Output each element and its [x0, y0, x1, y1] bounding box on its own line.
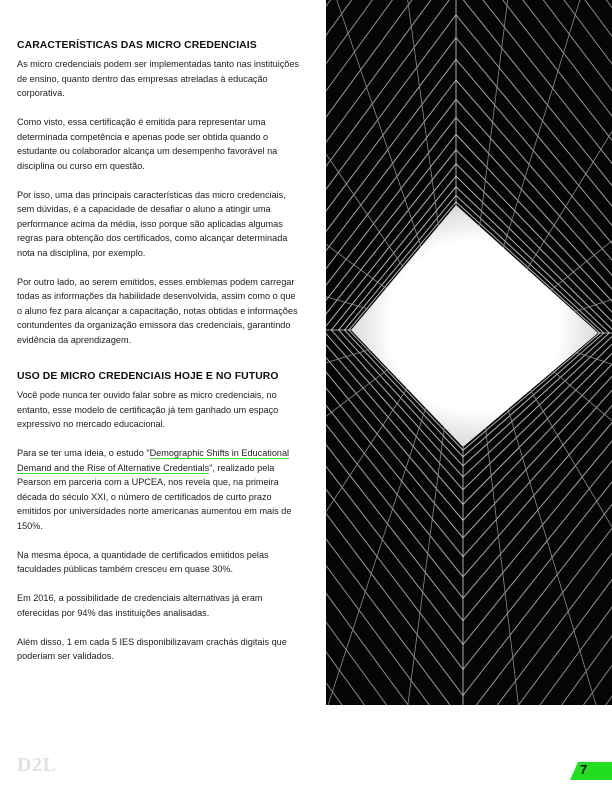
paragraph: As micro credenciais podem ser implementadas tanto nas instituições de ensino, quanto dentro das empresas atreladas à educação corporativa.: [17, 59, 299, 98]
paragraph: Como visto, essa certificação é emitida para representar uma determinada competência e apenas pode ser obtida quando o estudante ou colaborador alcança um desempenho favorável na disciplina ou curso em questão.: [17, 117, 278, 171]
paragraph: Por isso, uma das principais características das micro credenciais, sem dúvidas, é a capacidade de desafiar o aluno a atingir uma performance acima da média, isso porque são aplicadas algumas regras para obtenção dos certificados, como alcançar determinada nota na disciplina, por exemplo.: [17, 189, 288, 258]
text-column: [17, 40, 300, 678]
page-number: 7: [580, 762, 588, 777]
d2l-logo: D2L: [17, 754, 57, 776]
section-title-characteristics: CARACTERÍSTICAS DAS MICRO CREDENCIAIS: [17, 40, 257, 51]
study-intro-text: Para se ter uma ideia, o estudo ": [17, 448, 150, 458]
section-title-usage: USO DE MICRO CREDENCIAIS HOJE E NO FUTURO: [17, 371, 279, 382]
atrium-illustration: [326, 0, 612, 705]
study-link[interactable]: Demographic Shifts in Educational Demand and the Rise of Alternative Credentials: [17, 448, 290, 473]
paragraph: Além disso, 1 em cada 5 IES disponibilizavam crachás digitais que poderiam ser validados.: [17, 636, 287, 661]
paragraph: Por outro lado, ao serem emitidos, esses emblemas podem carregar todas as informações da habilidade desenvolvida, assim como o que o aluno fez para alcançar a capacitação, notas obtidas e informações contundentes da organização emissora das credenciais, garantindo evidência da aprendizagem.: [17, 276, 298, 345]
paragraph-study: [17, 446, 300, 533]
paragraph: Você pode nunca ter ouvido falar sobre as micro credenciais, no entanto, esse modelo de certificação já tem ganhado um espaço expressivo no mercado educacional.: [17, 390, 279, 429]
page-number-accent: [570, 762, 612, 780]
building-atrium-photo: [326, 0, 612, 705]
study-rest-text: ", realizado pela Pearson em parceria com a UPCEA, nos revela que, na primeira década do século XXI, o número de certificados de curto prazo emitidos por universidades norte americanas aumentou em mais de 150%.: [17, 462, 292, 531]
paragraph: Na mesma época, a quantidade de certificados emitidos pelas faculdades públicas também cresceu em quase 30%.: [17, 549, 269, 574]
accent-shape: [570, 762, 612, 780]
paragraph: Em 2016, a possibilidade de credenciais alternativas já eram oferecidas por 94% das instituições analisadas.: [17, 593, 263, 618]
